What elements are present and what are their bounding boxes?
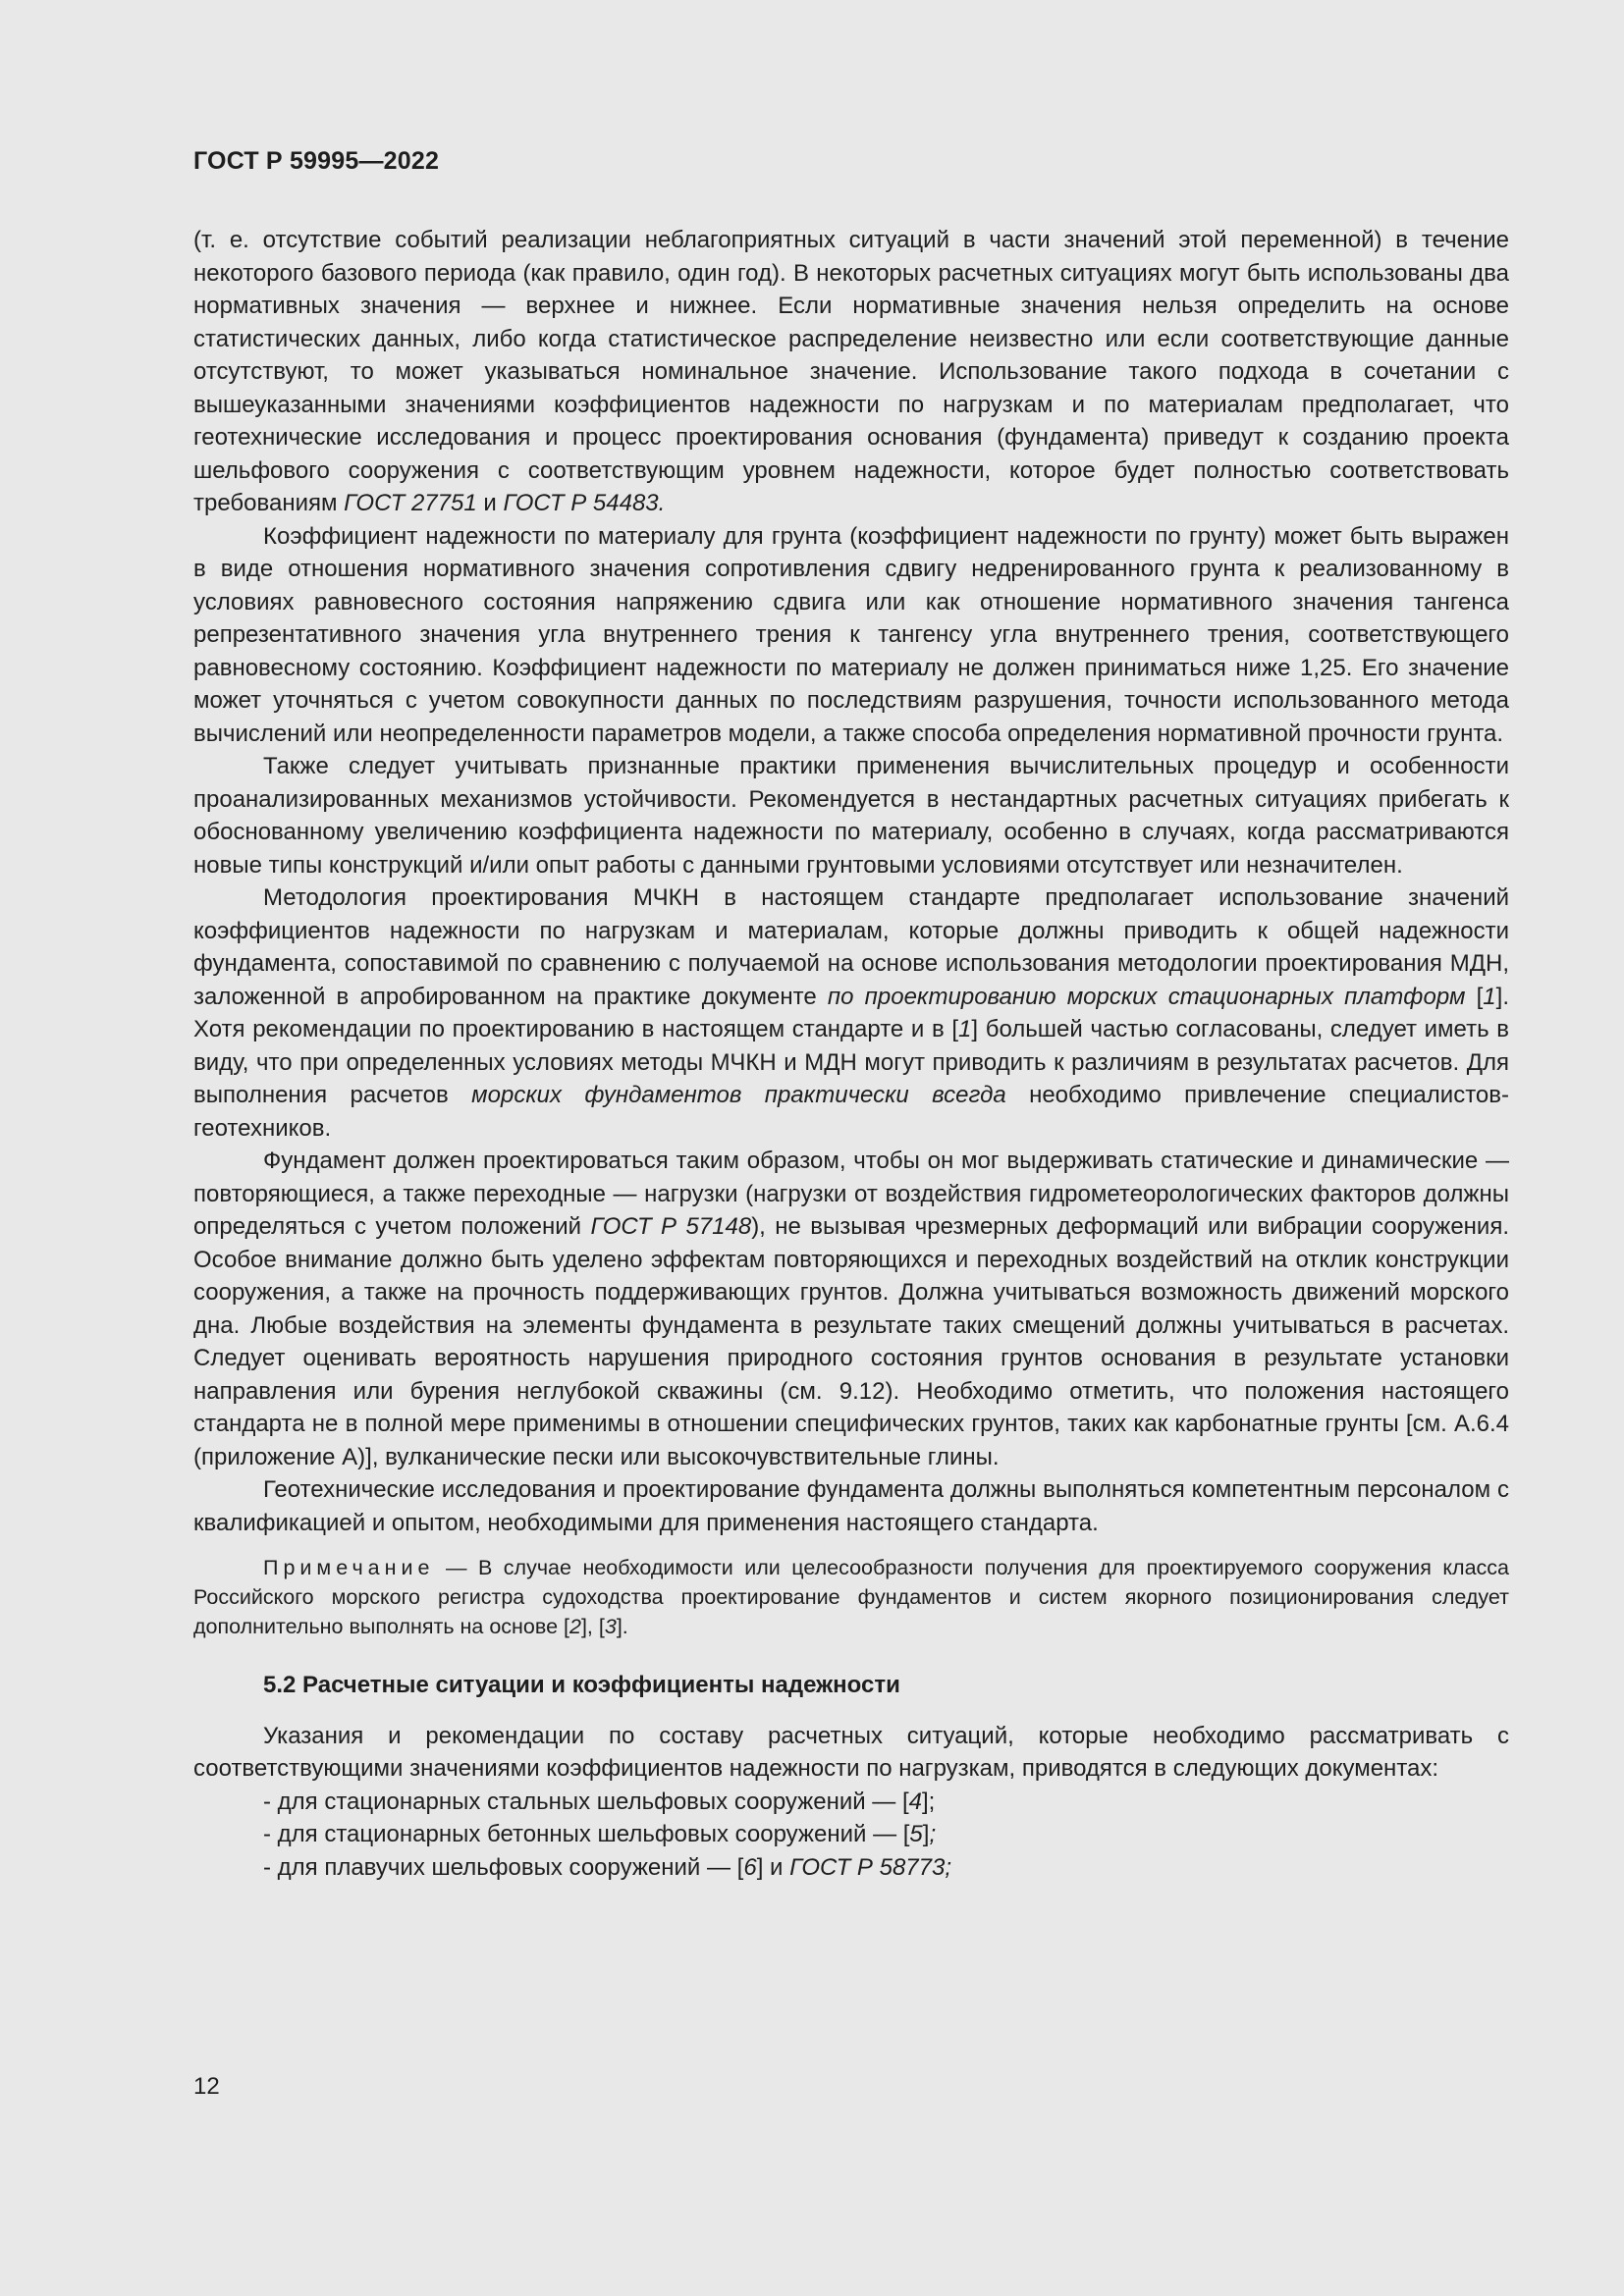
citation-ref: 5 bbox=[909, 1821, 923, 1847]
ref-gost-r-57148: ГОСТ Р 57148 bbox=[590, 1213, 752, 1240]
citation-ref: 2 bbox=[568, 1615, 581, 1638]
ref-gost-27751: ГОСТ 27751 bbox=[344, 490, 477, 516]
paragraph-6: Геотехнические исследования и проектирование фундамента должны выполняться компетентным персоналом с квалификацией и опытом, необходимыми для применения настоящего стандарта. bbox=[193, 1476, 1509, 1536]
list-item: - для стационарных стальных шельфовых сооружений — [4]; bbox=[263, 1788, 936, 1815]
note-label: Примечание bbox=[263, 1556, 435, 1579]
document-body bbox=[193, 224, 1509, 1884]
list-item: - для плавучих шельфовых сооружений — [6] и ГОСТ Р 58773; bbox=[263, 1853, 951, 1881]
citation-ref: 1 bbox=[1483, 983, 1496, 1010]
paragraph-5: Фундамент должен проектироваться таким образом, чтобы он мог выдерживать статические и динамические — повторяющиеся, а также переходные — нагрузки (нагрузки от воздействия гидрометеорологических факторов должны определяться с учетом положений ГОСТ Р 57148), не вызывая чрезмерных деформаций или вибрации сооружения. Особое внимание должно быть уделено эффектам повторяющихся и переходных воздействий на отклик конструкции сооружения, а также на прочность поддерживающих грунтов. Должна учитываться возможность движений морского дна. Любые воздействия на элементы фундамента в результате таких смещений должны учитываться в расчетах. Следует оценивать вероятность нарушения природного состояния грунтов основания в результате установки направления или бурения неглубокой скважины (см. 9.12). Необходимо отметить, что положения настоящего стандарта не в полной мере применимы в отношении специфических грунтов, таких как карбонатные грунты [см. А.6.4 (приложение А)], вулканические пески или высокочувствительные глины. bbox=[193, 1148, 1510, 1470]
italic-phrase: морских фундаментов практически всегда bbox=[471, 1082, 1006, 1108]
page-number: 12 bbox=[193, 2073, 220, 2100]
citation-ref: 4 bbox=[908, 1788, 922, 1815]
paragraph-3: Также следует учитывать признанные практики применения вычислительных процедур и особенности проанализированных механизмов устойчивости. Рекомендуется в нестандартных расчетных ситуациях прибегать к обоснованному увеличению коэффициента надежности по материалу, особенно в случаях, когда рассматриваются новые типы конструкций и/или опыт работы с данными грунтовыми условиями отсутствует или незначителен. bbox=[193, 753, 1509, 879]
ref-gost-r-58773: ГОСТ Р 58773; bbox=[789, 1853, 951, 1881]
document-header: ГОСТ Р 59995—2022 bbox=[193, 147, 440, 175]
section-heading: 5.2 Расчетные ситуации и коэффициенты надежности bbox=[263, 1672, 900, 1698]
italic-phrase: по проектированию морских стационарных платформ bbox=[827, 983, 1466, 1010]
paragraph-2: Коэффициент надежности по материалу для грунта (коэффициент надежности по грунту) может быть выражен в виде отношения нормативного значения сопротивления сдвигу недренированного грунта к реализованному в условиях равновесного состояния напряжению сдвига или как отношение нормативного значения тангенса репрезентативного значения угла внутреннего трения к тангенсу угла внутреннего трения, соответствующего равновесному состоянию. Коэффициент надежности по материалу не должен приниматься ниже 1,25. Его значение может уточняться с учетом совокупности данных по последствиям разрушения, точности использованного метода вычислений или неопределенности параметров модели, а также способа определения нормативной прочности грунта. bbox=[193, 522, 1509, 747]
document-list bbox=[193, 1786, 1509, 1885]
paragraph-4: Методология проектирования МЧКН в настоящем стандарте предполагает использование значений коэффициентов надежности по нагрузкам и материалам, которые должны приводить к общей надежности фундамента, сопоставимой по сравнению с получаемой на основе использования методологии проектирования МДН, заложенной в апробированном на практике документе по проектированию морских стационарных платформ [1]. Хотя рекомендации по проектированию в настоящем стандарте и в [1] большей частью согласованы, следует иметь в виду, что при определенных условиях методы МЧКН и МДН могут приводить к различиям в результатах расчетов. Для выполнения расчетов морских фундаментов практически всегда необходимо привлечение специалистов-геотехников. bbox=[193, 884, 1510, 1142]
paragraph-7: Указания и рекомендации по составу расчетных ситуаций, которые необходимо рассматривать с соответствующими значениями коэффициентов надежности по нагрузкам, приводятся в следующих документах: bbox=[193, 1722, 1509, 1782]
ref-gost-r-54483: ГОСТ Р 54483. bbox=[503, 490, 666, 516]
citation-ref: 1 bbox=[958, 1016, 972, 1042]
paragraph-1: (т. е. отсутствие событий реализации неблагоприятных ситуаций в части значений этой переменной) в течение некоторого базового периода (как правило, один год). В некоторых расчетных ситуациях могут быть использованы два нормативных значения — верхнее и нижнее. Если нормативные значения нельзя определить на основе статистических данных, либо когда статистическое распределение неизвестно или если соответствующие данные отсутствуют, то может указываться номинальное значение. Использование такого подхода в сочетании с вышеуказанными значениями коэффициентов надежности по нагрузкам и по материалам предполагает, что геотехнические исследования и процесс проектирования основания (фундамента) приведут к созданию проекта шельфового сооружения с соответствующим уровнем надежности, которое будет полностью соответствовать требованиям ГОСТ 27751 и ГОСТ Р 54483. bbox=[193, 227, 1509, 516]
citation-ref: 3 bbox=[604, 1615, 617, 1638]
note: Примечание — В случае необходимости или целесообразности получения для проектируемого сооружения класса Российского морского регистра судоходства проектирование фундаментов и систем якорного позиционирования следует дополнительно выполнять на основе [2], [3]. bbox=[193, 1556, 1509, 1638]
citation-ref: 6 bbox=[743, 1853, 757, 1881]
list-item: - для стационарных бетонных шельфовых сооружений — [5]; bbox=[263, 1821, 937, 1847]
